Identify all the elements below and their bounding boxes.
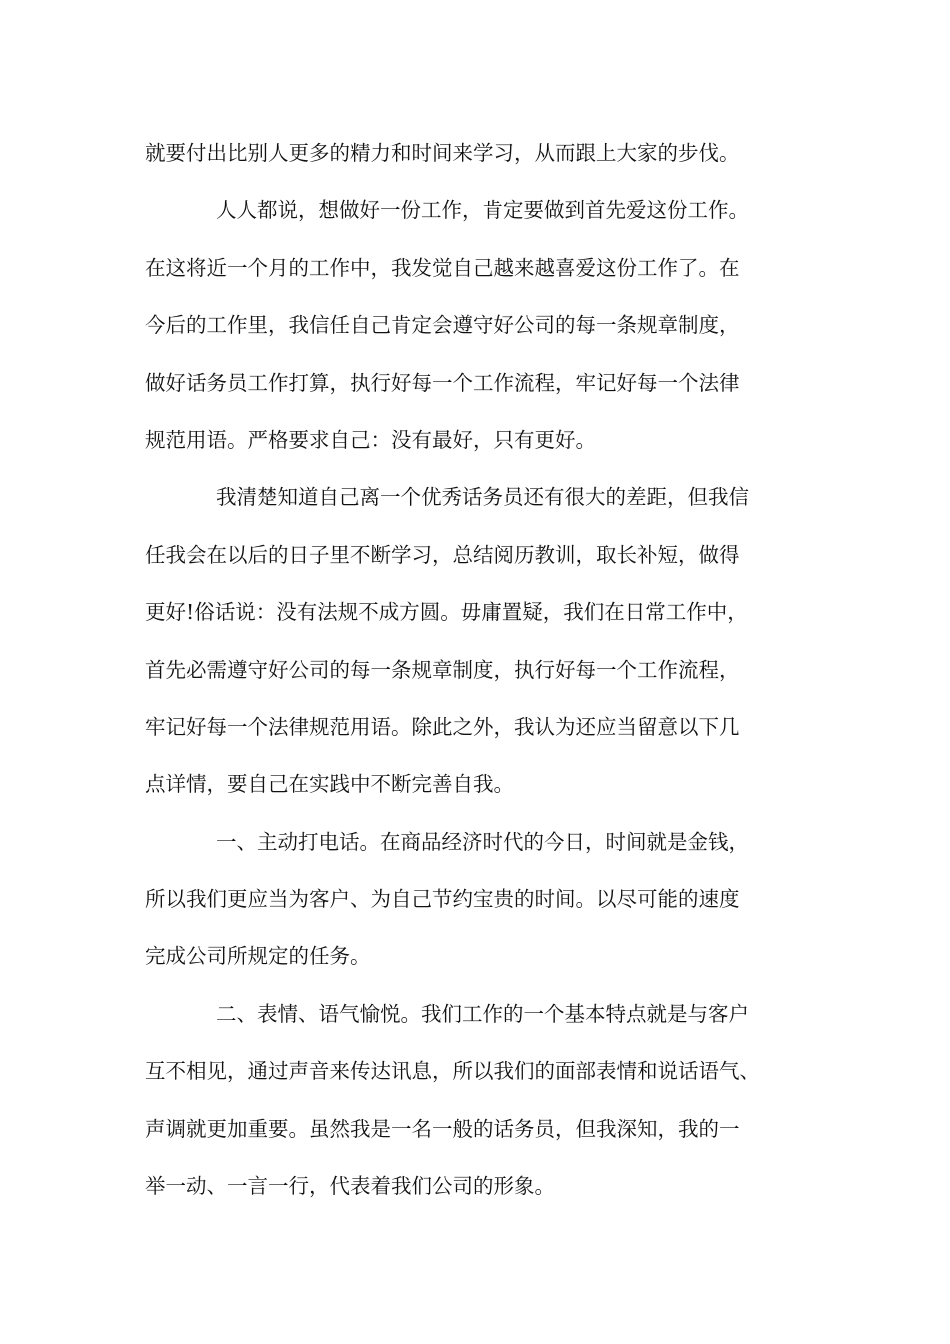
text-line: 举一动、一言一行，代表着我们公司的形象。 [145,1174,555,1199]
text-line: 今后的工作里，我信任自己肯定会遵守好公司的每一条规章制度， [145,313,740,338]
paragraph-first-line: 一、主动打电话。在商品经济时代的今日，时间就是金钱， [216,829,749,854]
text-line: 声调就更加重要。虽然我是一名一般的话务员，但我深知，我的一 [145,1116,740,1141]
text-line: 互不相见，通过声音来传达讯息，所以我们的面部表情和说话语气、 [145,1059,760,1084]
document-body [145,130,825,1220]
text-line: 任我会在以后的日子里不断学习，总结阅历教训，取长补短，做得 [145,542,740,567]
text-line: 首先必需遵守好公司的每一条规章制度，执行好每一个工作流程， [145,657,740,682]
paragraph-first-line: 我清楚知道自己离一个优秀话务员还有很大的差距，但我信 [216,485,749,510]
paragraph-first-line: 二、表情、语气愉悦。我们工作的一个基本特点就是与客户 [216,1001,749,1026]
text-line: 牢记好每一个法律规范用语。除此之外，我认为还应当留意以下几 [145,714,740,739]
text-line: 点详情，要自己在实践中不断完善自我。 [145,772,514,797]
text-line: 更好!俗话说：没有法规不成方圆。毋庸置疑，我们在日常工作中， [145,600,748,625]
text-line: 在这将近一个月的工作中，我发觉自己越来越喜爱这份工作了。在 [145,255,740,280]
text-line: 做好话务员工作打算，执行好每一个工作流程，牢记好每一个法律 [145,370,740,395]
text-line: 就要付出比别人更多的精力和时间来学习，从而跟上大家的步伐。 [145,141,740,165]
text-line: 完成公司所规定的任务。 [145,944,371,969]
text-line: 所以我们更应当为客户、为自己节约宝贵的时间。以尽可能的速度 [145,887,740,912]
paragraph-first-line: 人人都说，想做好一份工作，肯定要做到首先爱这份工作。 [216,198,749,223]
text-line: 规范用语。严格要求自己：没有最好，只有更好。 [145,427,596,452]
